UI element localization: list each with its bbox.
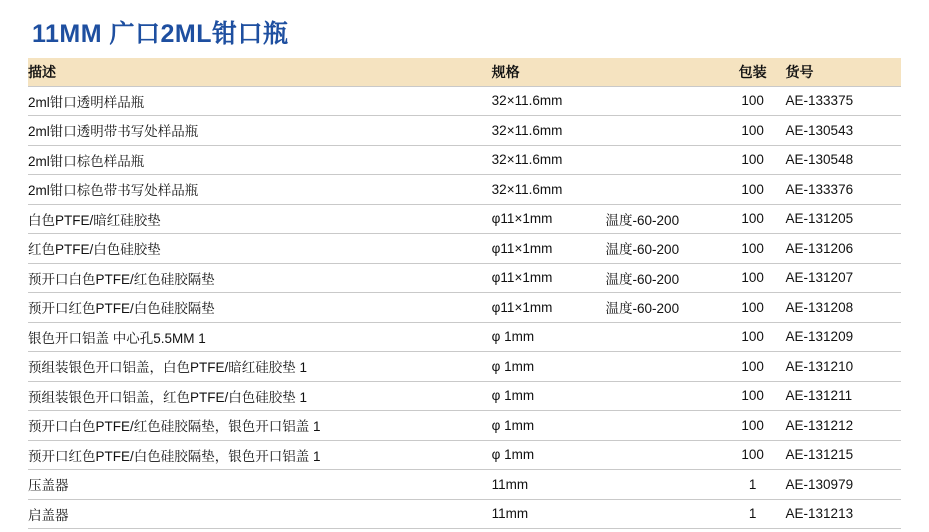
cell-spec: 32×11.6mm (491, 181, 563, 197)
cell-spec: φ 1mm (491, 329, 535, 345)
cell-temperature: 温度-60-200 (605, 271, 680, 287)
cell-temperature (606, 145, 720, 175)
cell-pack: 100 (741, 299, 764, 315)
cell-description: 预开口红色PTFE/白色硅胶隔垫 (28, 301, 215, 317)
cell-code: AE-130548 (785, 152, 854, 168)
cell-pack: 1 (748, 476, 757, 492)
cell-code: AE-131205 (785, 211, 854, 227)
cell-code: AE-131213 (785, 506, 854, 522)
column-header-pack: 包装 (738, 63, 767, 80)
column-header-spec: 规格 (491, 63, 520, 80)
cell-pack: 100 (741, 93, 764, 109)
cell-description: 2ml钳口透明带书写处样品瓶 (28, 124, 199, 140)
column-header-code: 货号 (785, 63, 814, 80)
cell-description: 2ml钳口棕色样品瓶 (28, 153, 145, 169)
cell-description: 预组装银色开口铝盖，白色PTFE/暗红硅胶垫 1 (28, 360, 308, 376)
table-body (28, 86, 901, 529)
cell-spec: 32×11.6mm (491, 152, 563, 168)
cell-description: 2ml钳口棕色带书写处样品瓶 (28, 183, 199, 199)
table-row (28, 293, 901, 323)
cell-spec: 32×11.6mm (491, 122, 563, 138)
table-row (28, 116, 901, 146)
table-row (28, 86, 901, 116)
table-row (28, 411, 901, 441)
cell-description: 启盖器 (28, 507, 69, 523)
cell-temperature (606, 381, 720, 411)
cell-spec: 11mm (491, 476, 529, 492)
cell-temperature: 温度-60-200 (605, 242, 680, 258)
cell-description: 压盖器 (28, 478, 69, 494)
cell-pack: 100 (741, 240, 764, 256)
cell-temperature (606, 470, 720, 500)
cell-spec: 32×11.6mm (491, 93, 563, 109)
table-row (28, 470, 901, 500)
cell-temperature: 温度-60-200 (605, 301, 680, 317)
cell-description: 预开口红色PTFE/白色硅胶隔垫，银色开口铝盖 1 (28, 448, 321, 464)
cell-temperature (606, 116, 720, 146)
column-header-temp (606, 58, 720, 86)
table-row (28, 204, 901, 234)
cell-description: 红色PTFE/白色硅胶垫 (28, 242, 161, 258)
cell-code: AE-133376 (785, 181, 854, 197)
cell-code: AE-133375 (785, 93, 854, 109)
table-row (28, 175, 901, 205)
table-row (28, 263, 901, 293)
cell-spec: φ11×1mm (491, 270, 553, 286)
cell-spec: φ 1mm (491, 388, 535, 404)
table-row (28, 322, 901, 352)
cell-code: AE-131208 (785, 299, 854, 315)
cell-pack: 100 (741, 388, 764, 404)
cell-code: AE-131212 (785, 417, 854, 433)
cell-pack: 100 (741, 329, 764, 345)
table-row (28, 234, 901, 264)
cell-pack: 100 (741, 447, 764, 463)
cell-pack: 100 (741, 417, 764, 433)
cell-spec: φ 1mm (491, 358, 535, 374)
cell-spec: φ11×1mm (491, 299, 553, 315)
cell-code: AE-131209 (785, 329, 854, 345)
cell-code: AE-131211 (785, 388, 853, 404)
cell-pack: 100 (741, 270, 764, 286)
table-row (28, 499, 901, 529)
cell-temperature (606, 352, 720, 382)
cell-code: AE-130979 (785, 476, 854, 492)
cell-temperature (606, 322, 720, 352)
cell-spec: φ 1mm (491, 447, 535, 463)
cell-spec: φ11×1mm (491, 211, 553, 227)
table-row (28, 352, 901, 382)
cell-code: AE-130543 (785, 122, 854, 138)
cell-description: 2ml钳口透明样品瓶 (28, 94, 145, 110)
cell-code: AE-131207 (785, 270, 854, 286)
cell-pack: 1 (748, 506, 757, 522)
cell-description: 白色PTFE/暗红硅胶垫 (28, 212, 161, 228)
cell-description: 预开口白色PTFE/红色硅胶隔垫 (28, 271, 215, 287)
cell-spec: φ 1mm (491, 417, 535, 433)
page-title: 11MM 广口2ML钳口瓶 (32, 20, 289, 48)
cell-pack: 100 (741, 181, 764, 197)
cell-spec: 11mm (491, 506, 529, 522)
cell-pack: 100 (741, 152, 764, 168)
table-row (28, 440, 901, 470)
cell-spec: φ11×1mm (491, 240, 553, 256)
cell-description: 预开口白色PTFE/红色硅胶隔垫，银色开口铝盖 1 (28, 419, 321, 435)
column-header-description: 描述 (28, 63, 56, 80)
cell-pack: 100 (741, 211, 764, 227)
cell-temperature: 温度-60-200 (605, 212, 680, 228)
cell-temperature (606, 175, 720, 205)
cell-description: 银色开口铝盖 中心孔5.5MM 1 (28, 330, 206, 346)
cell-temperature (606, 86, 720, 116)
table-row (28, 145, 901, 175)
cell-temperature (606, 440, 720, 470)
product-spec-table (28, 58, 901, 529)
table-row (28, 381, 901, 411)
cell-code: AE-131210 (785, 358, 854, 374)
cell-temperature (606, 499, 720, 529)
cell-code: AE-131215 (785, 447, 854, 463)
cell-pack: 100 (741, 122, 764, 138)
table-header-row (28, 58, 901, 86)
cell-code: AE-131206 (785, 240, 854, 256)
cell-pack: 100 (741, 358, 764, 374)
cell-description: 预组装银色开口铝盖，红色PTFE/白色硅胶垫 1 (28, 389, 308, 405)
table-header (28, 58, 901, 86)
cell-temperature (606, 411, 720, 441)
